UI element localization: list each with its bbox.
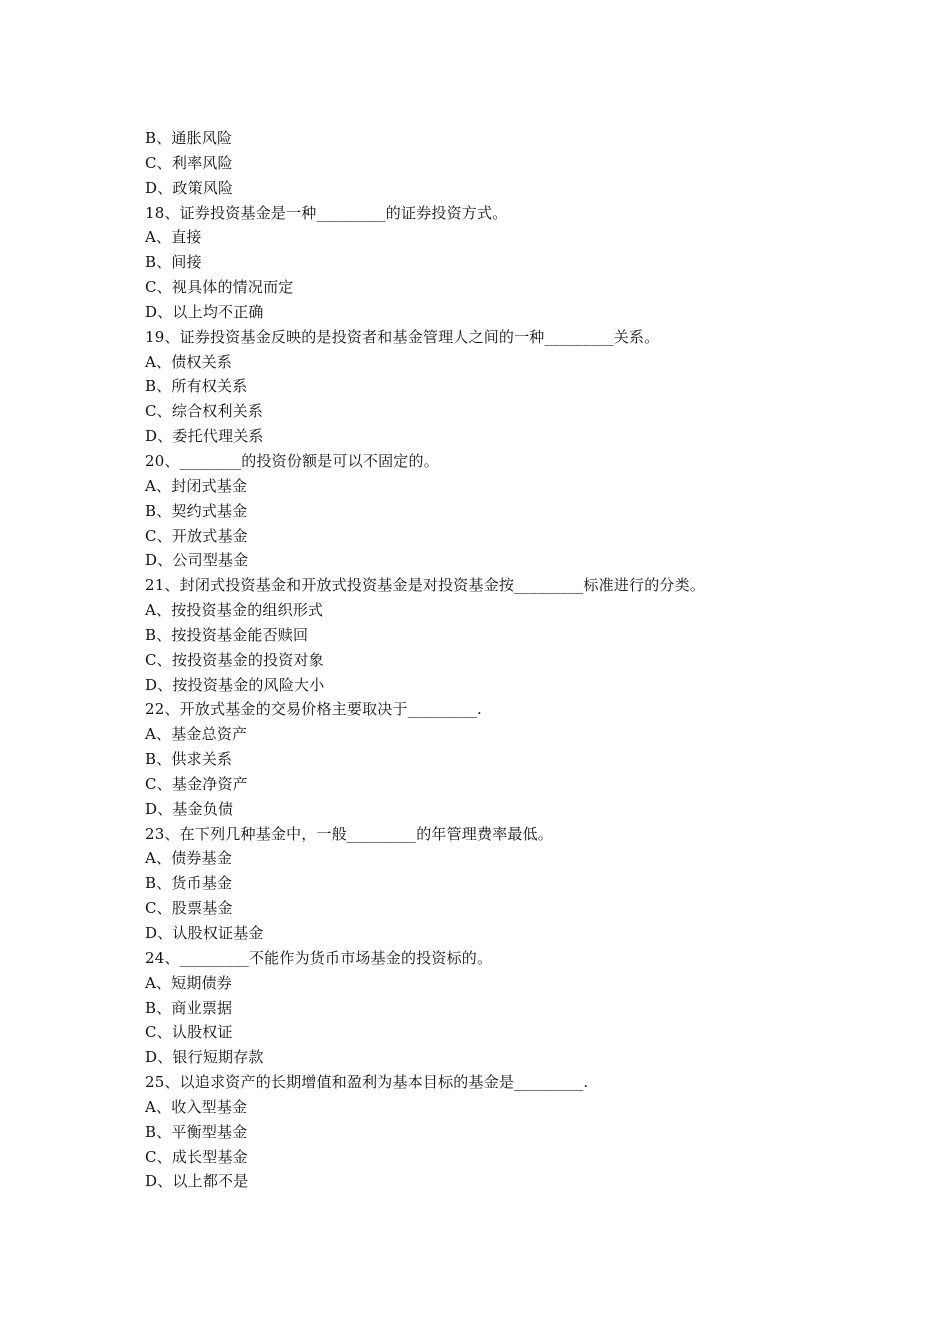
- question-19: 19、证券投资基金反映的是投资者和基金管理人之间的一种_________关系。: [145, 327, 660, 346]
- question-22: 22、开放式基金的交易价格主要取决于_________.: [145, 700, 482, 719]
- option-line: B、供求关系: [145, 750, 233, 769]
- option-line: D、政策风险: [145, 178, 234, 197]
- option-line: D、公司型基金: [145, 551, 249, 570]
- option-line: D、银行短期存款: [145, 1048, 264, 1067]
- option-line: D、按投资基金的风险大小: [145, 675, 325, 694]
- option-line: C、按投资基金的投资对象: [145, 650, 324, 669]
- option-line: B、货币基金: [145, 874, 233, 893]
- document-body: [145, 126, 905, 1194]
- question-23: 23、在下列几种基金中，一般_________的年管理费率最低。: [145, 824, 553, 843]
- option-line: A、基金总资产: [145, 725, 248, 744]
- option-line: B、间接: [145, 253, 202, 272]
- option-line: D、认股权证基金: [145, 924, 264, 942]
- question-20: 20、________的投资份额是可以不固定的。: [145, 451, 439, 470]
- option-line: D、基金负债: [145, 799, 234, 818]
- option-line: B、契约式基金: [145, 501, 248, 520]
- question-25: 25、以追求资产的长期增值和盈利为基本目标的基金是_________.: [145, 1073, 589, 1092]
- option-line: B、所有权关系: [145, 377, 248, 396]
- option-line: D、以上均不正确: [145, 302, 264, 321]
- option-line: C、开放式基金: [145, 526, 248, 545]
- question-24: 24、_________不能作为货币市场基金的投资标的。: [145, 948, 493, 967]
- option-line: A、收入型基金: [145, 1097, 248, 1116]
- option-line: C、股票基金: [145, 899, 233, 918]
- option-line: C、利率风险: [145, 153, 233, 172]
- option-line: D、以上都不是: [145, 1172, 249, 1191]
- option-line: B、按投资基金能否赎回: [145, 625, 309, 644]
- option-line: A、短期债券: [145, 973, 233, 992]
- option-line: C、成长型基金: [145, 1147, 248, 1166]
- option-line: D、委托代理关系: [145, 427, 264, 446]
- question-18: 18、证券投资基金是一种_________的证券投资方式。: [145, 203, 508, 222]
- option-line: B、平衡型基金: [145, 1122, 248, 1141]
- option-line: B、商业票据: [145, 998, 233, 1017]
- option-line: C、综合权利关系: [145, 402, 264, 421]
- option-line: C、视具体的情况而定: [145, 278, 294, 297]
- option-line: A、封闭式基金: [145, 476, 248, 495]
- question-21: 21、封闭式投资基金和开放式投资基金是对投资基金按_________标准进行的分类。: [145, 576, 705, 595]
- option-line: A、债权关系: [145, 352, 233, 371]
- option-line: B、通胀风险: [145, 129, 233, 147]
- option-line: A、债券基金: [145, 849, 233, 868]
- option-line: A、按投资基金的组织形式: [145, 601, 324, 620]
- option-line: C、基金净资产: [145, 774, 248, 793]
- option-line: A、直接: [145, 228, 202, 247]
- option-line: C、认股权证: [145, 1023, 233, 1042]
